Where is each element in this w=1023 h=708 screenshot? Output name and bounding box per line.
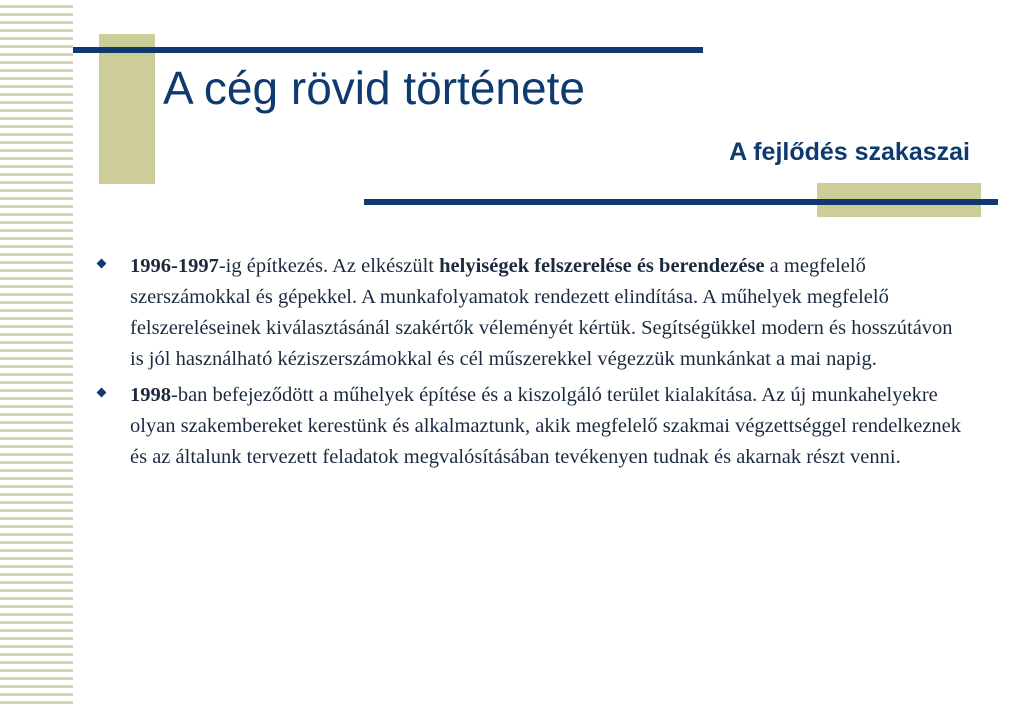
bullet-text: -ban befejeződött a műhelyek építése és a kiszolgáló terület kialakítása. Az új munkahelyekre olyan szakembereket kerestünk és alkalmaztunk, akik megfelelő szakmai végzettséggel rendelkeznek és az általunk tervezett feladatok megvalósításában tevékenyen tudnak és akarnak részt venni. — [130, 384, 962, 468]
bullet-item-1998 — [98, 380, 968, 473]
slide-subtitle: A fejlődés szakaszai — [729, 138, 970, 166]
diamond-bullet-icon — [97, 388, 107, 398]
decorative-stripes — [0, 0, 73, 708]
bullet-list — [98, 251, 968, 478]
title-rule-top — [73, 47, 703, 53]
bullet-text: -ig építkezés. Az elkészült — [218, 255, 440, 277]
title-rule-bottom — [364, 199, 998, 205]
decorative-block-top — [99, 34, 155, 184]
bullet-text-continued: a megfelelő szerszámokkal és gépekkel. A munkafolyamatok rendezett elindítása. A műhelyek megfelelő felszereléseinek kiválasztásánál szakértők véleményét kértük. Segítségükkel modern és hosszútávon is jól használható kéziszerszámokkal és cél műszerekkel végezzük munkánkat a mai napig. — [130, 255, 953, 370]
bullet-lead-years: 1996-1997 — [130, 255, 219, 277]
bullet-lead-year: 1998 — [130, 384, 171, 406]
bullet-emphasis: helyiségek felszerelése és berendezése — [439, 255, 765, 277]
slide-title: A cég rövid története — [163, 62, 585, 114]
bullet-item-1996 — [98, 251, 968, 375]
diamond-bullet-icon — [97, 259, 107, 269]
